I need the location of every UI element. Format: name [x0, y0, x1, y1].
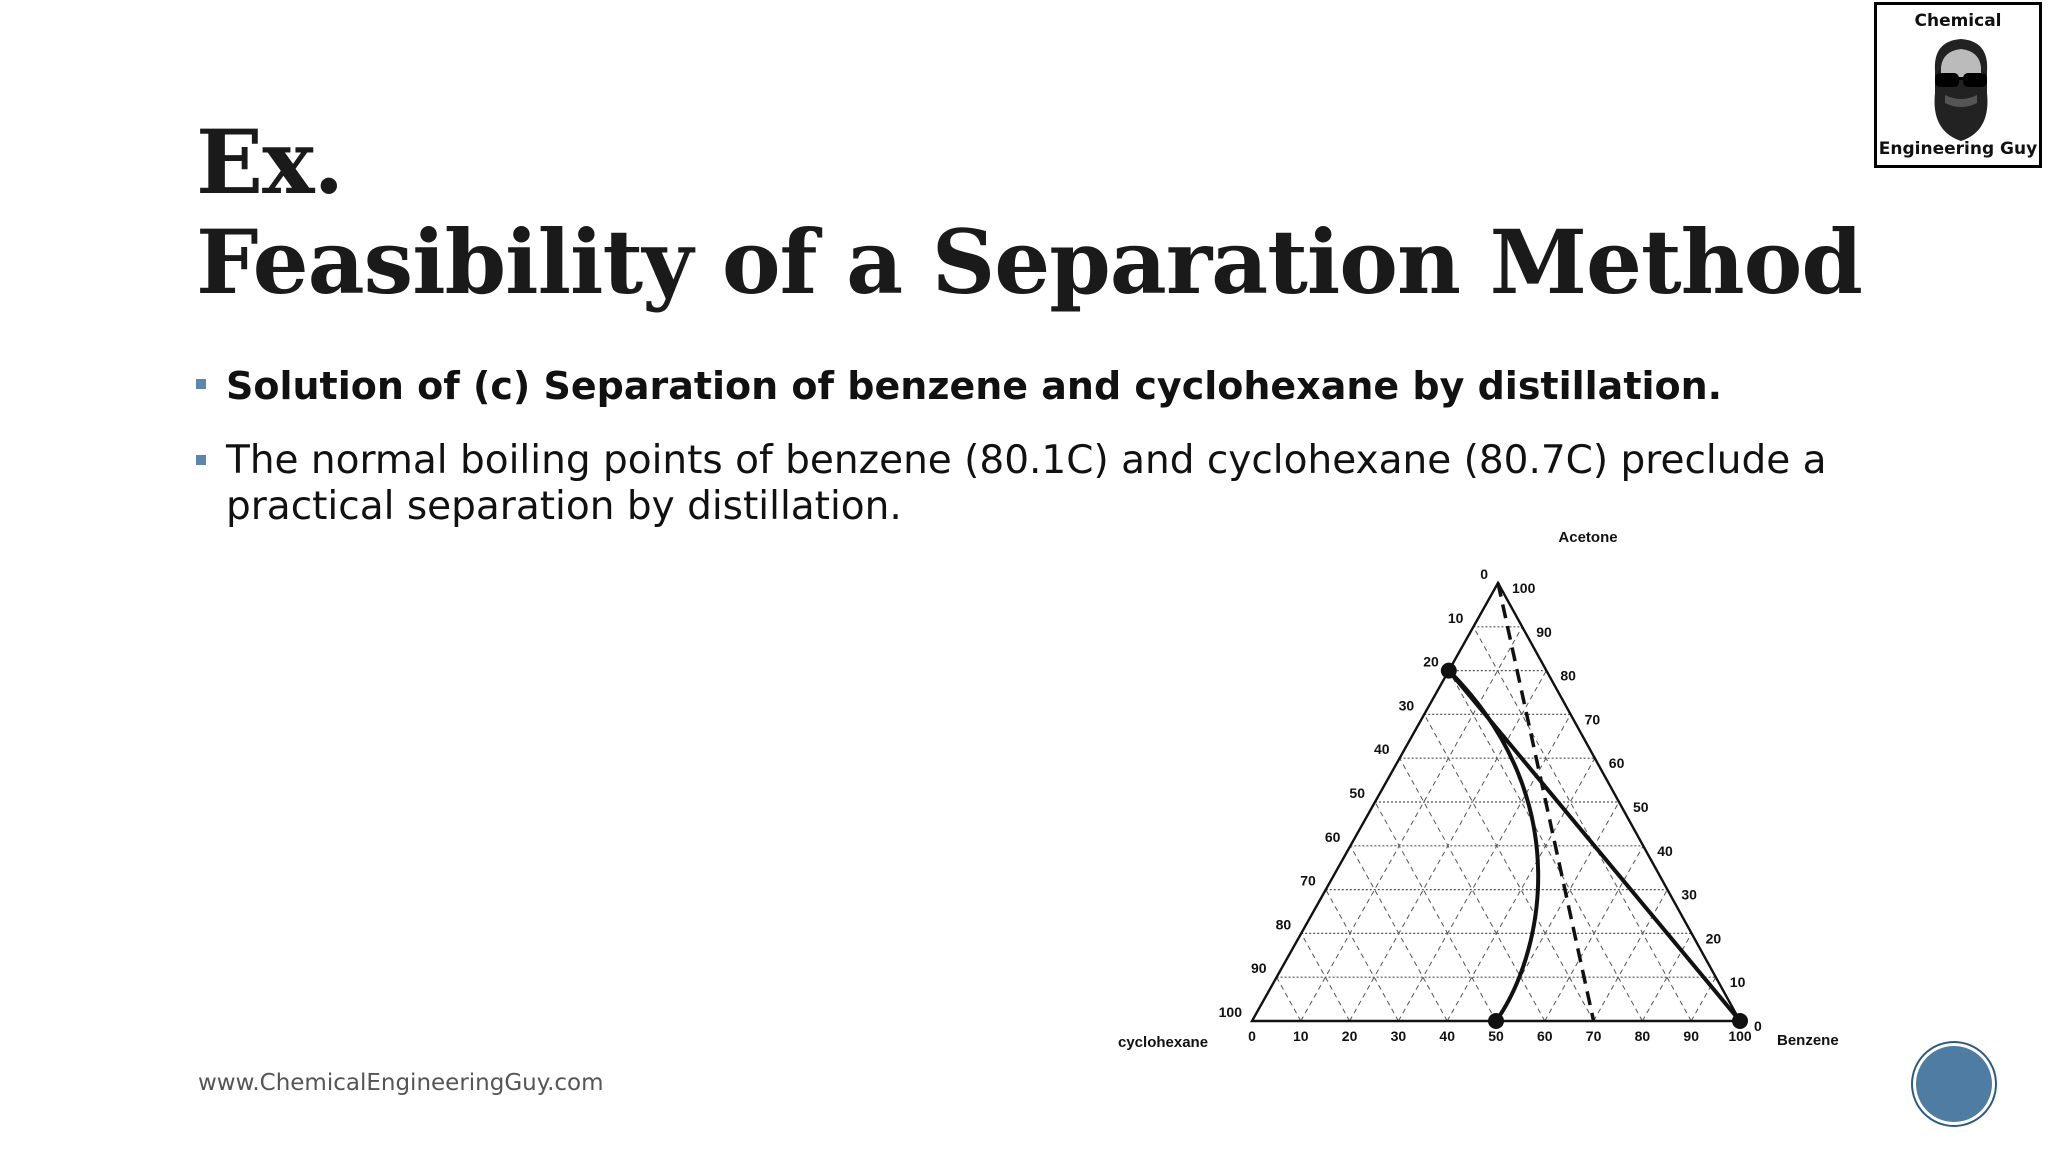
grid-line — [1424, 714, 1593, 1021]
data-point — [1732, 1013, 1748, 1029]
bullet-text: The normal boiling points of benzene (80.1C) and cyclohexane (80.7C) preclude a practical separation by distillation. — [226, 438, 1827, 529]
title-line-2: Feasibility of a Separation Method — [196, 210, 1862, 314]
bottom-tick-label: 100 — [1728, 1028, 1752, 1044]
tick-labels — [1219, 566, 1762, 1044]
bottom-tick-label: 0 — [1248, 1028, 1256, 1044]
left-tick-label: 60 — [1324, 828, 1341, 845]
right-tick-label: 20 — [1705, 930, 1722, 947]
footer-url: www.ChemicalEngineeringGuy.com — [198, 1070, 604, 1096]
left-tick-label: 0 — [1480, 566, 1488, 582]
grid-line — [1375, 802, 1496, 1021]
left-tick-label: 40 — [1374, 741, 1390, 758]
grid-line — [1447, 758, 1595, 1021]
right-tick-label: 30 — [1681, 886, 1697, 903]
grid-line — [1594, 890, 1668, 1021]
right-tick-label: 0 — [1754, 1018, 1762, 1034]
grid-line — [1398, 714, 1570, 1021]
title-line-1: Ex. — [196, 110, 344, 214]
right-tick-label: 50 — [1633, 799, 1649, 815]
right-tick-label: 10 — [1729, 974, 1746, 991]
bullet-item — [196, 438, 1836, 530]
vertex-label-benzene: Benzene — [1777, 1032, 1839, 1049]
right-tick-label: 70 — [1584, 711, 1601, 728]
bullet-item — [196, 362, 1836, 410]
grid-line — [1301, 627, 1522, 1021]
vertex-label-acetone: Acetone — [1558, 529, 1618, 546]
slide-nav-button[interactable] — [1916, 1046, 1992, 1122]
right-tick-label: 80 — [1560, 667, 1576, 684]
left-tick-label: 10 — [1447, 609, 1464, 626]
bottom-tick-label: 60 — [1537, 1028, 1553, 1044]
bullet-square-icon — [196, 455, 206, 465]
bottom-tick-label: 40 — [1439, 1028, 1455, 1044]
logo-text-bottom: Engineering Guy — [1878, 139, 2038, 159]
left-tick-label: 30 — [1398, 697, 1415, 714]
left-tick-label: 80 — [1275, 916, 1292, 933]
slide-title — [196, 112, 1896, 312]
bullet-text: Solution of (c) Separation of benzene and cyclohexane by distillation. — [226, 364, 1723, 408]
right-tick-label: 60 — [1608, 755, 1625, 772]
channel-logo — [1874, 2, 2042, 168]
bottom-tick-label: 50 — [1488, 1028, 1504, 1044]
ternary-phase-diagram — [1100, 520, 1860, 1060]
grid-line — [1473, 627, 1691, 1021]
left-tick-label: 90 — [1251, 960, 1267, 977]
grid-line — [1326, 890, 1399, 1021]
bottom-tick-label: 30 — [1390, 1028, 1407, 1044]
bearded-man-logo-icon — [1921, 33, 2001, 145]
grid-line — [1277, 977, 1301, 1021]
right-tick-label: 90 — [1536, 623, 1552, 640]
vertex-label-cyclohexane: cyclohexane — [1118, 1034, 1209, 1051]
logo-text-top: Chemical — [1914, 11, 2002, 31]
right-tick-label: 40 — [1657, 842, 1673, 859]
left-tick-label: 20 — [1423, 653, 1439, 670]
grid-line — [1691, 977, 1716, 1021]
data-point — [1441, 663, 1457, 679]
bullet-square-icon — [196, 379, 206, 389]
right-tick-label: 100 — [1512, 580, 1536, 596]
bottom-tick-label: 80 — [1634, 1028, 1651, 1044]
left-tick-label: 100 — [1218, 1004, 1242, 1020]
bottom-tick-label: 10 — [1293, 1028, 1309, 1044]
bottom-tick-label: 70 — [1585, 1028, 1602, 1044]
bottom-tick-label: 20 — [1341, 1028, 1358, 1044]
bottom-tick-label: 90 — [1683, 1028, 1699, 1044]
left-tick-label: 70 — [1300, 872, 1316, 889]
left-tick-label: 50 — [1349, 785, 1365, 801]
ternary-grid — [1277, 627, 1716, 1021]
data-point — [1488, 1013, 1504, 1029]
